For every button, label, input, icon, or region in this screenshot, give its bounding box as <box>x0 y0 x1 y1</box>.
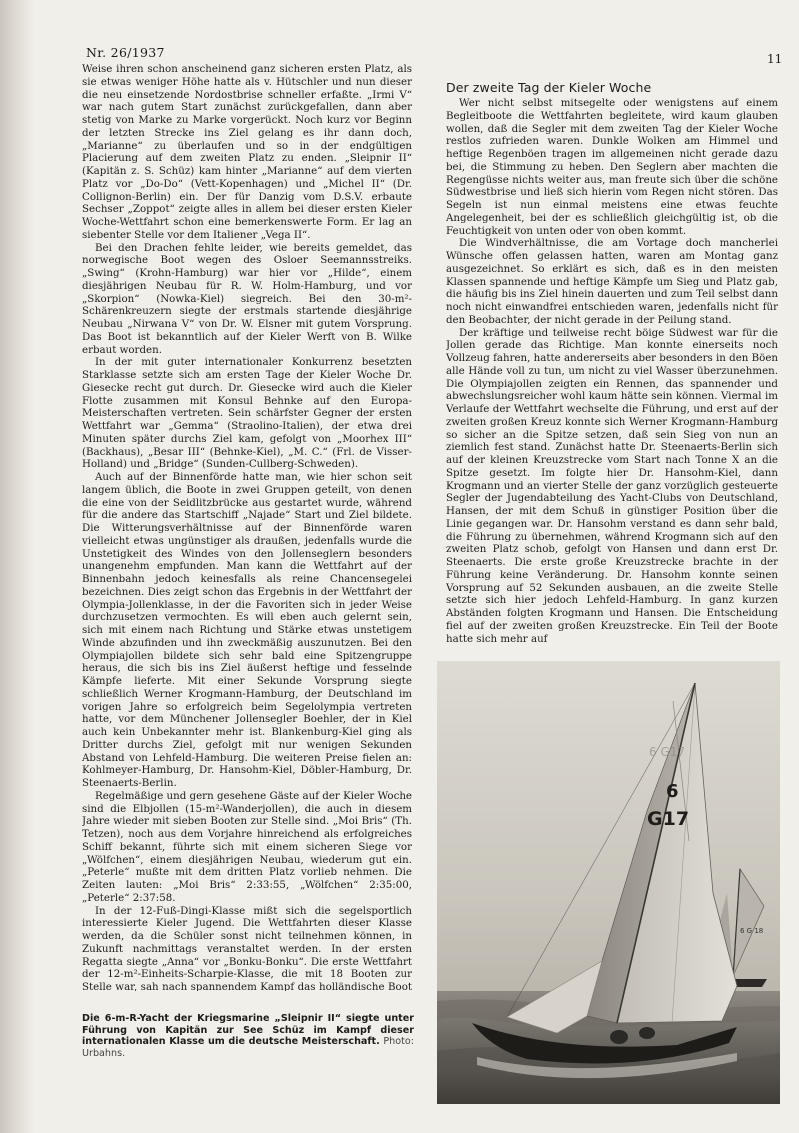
photo-credit: Photo: Urbahns. <box>82 1036 414 1059</box>
paragraph: Die Windverhältnisse, die am Vortage doch mancherlei Wünsche offen gelassen hatten, waren am Montag ganz ausgezeichnet. So erklärt es sich, daß es in den meisten Klassen spannende und heftige Kämpfe um Sieg und Platz gab, die häufig bis ins Ziel hinein dauerten und zum Teil selbst dann noch nicht einwandfrei entschieden waren, jedenfalls nicht für den Beobachter, der nicht gerade in der Peilung stand. <box>446 237 778 326</box>
caption-text: Die 6-m-R-Yacht der Kriegsmarine „Sleipnir II“ siegte unter Führung von Kapitän zur See Schüz im Kampf dieser internationalen Klasse um die deutsche Meisterschaft. <box>82 1013 414 1048</box>
paragraph: Weise ihren schon anscheinend ganz sicheren ersten Platz, als sie etwas weniger Höhe hatte als v. Hütschler und nun dieser die neu einsetzende Nordostbrise schneller erfaßte. „Irmi V“ war nach gutem Start zunächst zurückgefallen, dann aber stetig von Marke zu Marke vorgerückt. Noch kurz vor Beginn der letzten Strecke ins Ziel gelang es ihr dann doch, „Marianne“ zu überlaufen und so in der endgültigen Placierung auf dem zweiten Platz zu enden. „Sleipnir II“ (Kapitän z. S. Schüz) kam hinter „Marianne“ auf dem vierten Platz vor „Do-Do“ (Vett-Kopenhagen) und „Michel II“ (Dr. Collignon-Berlin) ein. Der für Danzig vom D.S.V. erbaute Sechser „Zoppot“ zeigte alles in allem bei dieser ersten Kieler Woche-Wettfahrt schon eine bemerkenswerte Form. Er lag an siebenter Stelle vor dem Italiener „Vega II“. <box>82 63 412 241</box>
second-sail-number: 6 G 18 <box>740 927 764 935</box>
sailing-yacht-photo <box>437 661 780 1104</box>
paragraph: Der kräftige und teilweise recht böige Südwest war für die Jollen gerade das Richtige. Man konnte einerseits noch Vollzeug fahren, hatte andererseits aber besonders in den Böen alle Hände voll zu tun, um nicht zu viel Wasser überzunehmen. Die Olympiajollen zeigten ein Rennen, das spannender und abwechslungsreicher wohl kaum hätte sein können. Viermal im Verlaufe der Wettfahrt wechselte die Führung, und erst auf der zweiten großen Kreuz konnte sich Werner Krogmann-Hamburg so sicher an die Spitze setzen, daß sein Sieg von nun an ziemlich fest stand. Zunächst hatte Dr. Steenaerts-Berlin sich auf der kleinen Kreuzstrecke vom Start nach Tonne X an die Spitze gesetzt. Im folgte hier Dr. Hansohm-Kiel, dann Krogmann und an vierter Stelle der ganz vorzüglich gesteuerte Segler der Jugendabteilung des Yacht-Clubs von Deutschland, Hansen, der mit dem Schuß in günstiger Position über die Linie gegangen war. Dr. Hansohm verstand es dann sehr bald, die Führung zu übernehmen, während Krogmann sich auf den zweiten Platz schob, gefolgt von Hansen und dann erst Dr. Steenaerts. Die erste große Kreuzstrecke brachte in der Führung keine Veränderung. Dr. Hansohm konnte seinen Vorsprung auf 52 Sekunden ausbauen, an die zweite Stelle setzte sich hier jedoch Lehfeld-Hamburg. In ganz kurzen Abständen folgten Krogmann und Hansen. Die Entscheidung fiel auf der zweiten großen Kreuzstrecke. Ein Teil der Boote hatte sich mehr auf <box>446 326 778 645</box>
paragraph: Auch auf der Binnenförde hatte man, wie hier schon seit langem üblich, die Boote in zwei Gruppen geteilt, von denen die eine von der Seidlitzbrücke aus gestartet wurde, während für die andere das Startschiff „Najade“ Start und Ziel bildete. Die Witterungsverhältnisse auf der Binnenförde waren vielleicht etwas ungünstiger als draußen, jedenfalls wurde die Unstetigkeit des Windes von den Jollenseglern besonders unangenehm empfunden. Man kann die Wettfahrt auf der Binnenbahn jedoch keinesfalls als reine Chancensegelei bezeichnen. Dies zeigt schon das Ergebnis in der Wettfahrt der Olympia-Jollenklasse, in der die Favoriten sich in jeder Weise durchzusetzen vermochten. Es will eben auch gelernt sein, sich mit einem nach Richtung und Stärke etwas unstetigem Winde abzufinden und ihn zweckmäßig auszunutzen. Bei den Olympiajollen bildete sich sehr bald eine Spitzengruppe heraus, die sich bis ins Ziel äußerst heftige und fesselnde Kämpfe lieferte. Mit einer Sekunde Vorsprung siegte schließlich Werner Krogmann-Hamburg, der Deutschland im vorigen Jahre so erfolgreich beim Segelolympia vertreten hatte, vor dem Münchener Jollensegler Boehler, der in Kiel auch kein Unbekannter mehr ist. Blankenburg-Kiel ging als Dritter durchs Ziel, gefolgt mit nur wenigen Sekunden Abstand von Lehfeld-Hamburg. Die weiteren Preise fielen an: Kohlmeyer-Hamburg, Dr. Hansohm-Kiel, Döbler-Hamburg, Dr. Steenaerts-Berlin. <box>82 471 412 789</box>
paragraph: In der mit guter internationaler Konkurrenz besetzten Starklasse setzte sich am ersten Tage der Kieler Woche Dr. Giesecke recht gut durch. Dr. Giesecke wird auch die Kieler Flotte zusammen mit Konsul Behnke auf den Europa-Meisterschaften vertreten. Sein schärfster Gegner der ersten Wettfahrt war „Gemma“ (Straolino-Italien), der etwa drei Minuten später durchs Ziel kam, gefolgt von „Moorhex III“ (Backhaus), „Besar III“ (Behnke-Kiel), „M. C.“ (Frl. de Visser-Holland) und „Bridge“ (Sunden-Cullberg-Schweden). <box>82 356 412 471</box>
article-heading: Der zweite Tag der Kieler Woche <box>446 80 652 95</box>
photo-caption <box>82 1013 414 1059</box>
right-text-column <box>446 97 778 655</box>
main-sail-number-top: 6 <box>666 781 679 802</box>
ghost-sail-number: 6 G17 <box>649 745 686 759</box>
paragraph: In der 12-Fuß-Dingi-Klasse mißt sich die segelsportlich interessierte Kieler Jugend. Die Wettfahrten dieser Klasse werden, da die Schüler sonst nicht teilnehmen können, in Zukunft nachmittags veranstaltet werden. In der ersten Regatta siegte „Anna“ vor „Bonku-Bonku“. Die erste Wettfahrt der 12-m²-Einheits-Scharpie-Klasse, die mit 18 Booten zur Stelle war, sah nach spannendem Kampf das holländische Boot <box>82 904 412 991</box>
issue-number: Nr. 26/1937 <box>86 45 165 60</box>
paragraph: Regelmäßige und gern gesehene Gäste auf der Kieler Woche sind die Elbjollen (15-m²-Wanderjollen), die auch in diesem Jahre wieder mit sieben Booten zur Stelle sind. „Moi Bris“ (Th. Tetzen), noch aus dem Vorjahre hinreichend als erfolgreiches Schiff bekannt, führte sich mit einem sicheren Siege vor „Wölfchen“, einem diesjährigen Neubau, wiederum gut ein. „Peterle“ mußte mit dem dritten Platz vorlieb nehmen. Die Zeiten lauten: „Moi Bris“ 2:33:55, „Wölfchen“ 2:35:00, „Peterle“ 2:37:58. <box>82 789 412 904</box>
paragraph: Wer nicht selbst mitsegelte oder wenigstens auf einem Begleitboote die Wettfahrten begleitete, wird kaum glauben wollen, daß die Segler mit dem zweiten Tag der Kieler Woche restlos zufrieden waren. Dunkle Wolken am Himmel und heftige Regenböen tragen im allgemeinen nicht gerade dazu bei, die Stimmung zu heben. Den Seglern aber machten die Regengüsse nichts weiter aus, man freute sich über die schöne Südwestbrise und ließ sich hierin vom Regen nicht stören. Das Segeln ist nun einmal meistens eine etwas feuchte Angelegenheit, bei der es schließlich gleichgültig ist, ob die Feuchtigkeit von unten oder von oben kommt. <box>446 97 778 237</box>
main-sail-number-bottom: G17 <box>647 808 690 830</box>
paragraph: Bei den Drachen fehlte leider, wie bereits gemeldet, das norwegische Boot wegen des Osloer Seemannsstreiks. „Swing“ (Krohn-Hamburg) war hier vor „Hilde“, einem diesjährigen Neubau für R. W. Holm-Hamburg, und vor „Skorpion“ (Nowka-Kiel) siegreich. Bei den 30-m²-Schärenkreuzern siegte der erstmals startende diesjährige Neubau „Nirwana V“ von Dr. W. Elsner mit gutem Vorsprung. Das Boot ist bekanntlich auf der Kieler Werft von B. Wilke erbaut worden. <box>82 241 412 356</box>
left-text-column <box>82 63 412 991</box>
page-number: 11 <box>767 52 783 66</box>
page-binding-shadow <box>0 0 34 1133</box>
